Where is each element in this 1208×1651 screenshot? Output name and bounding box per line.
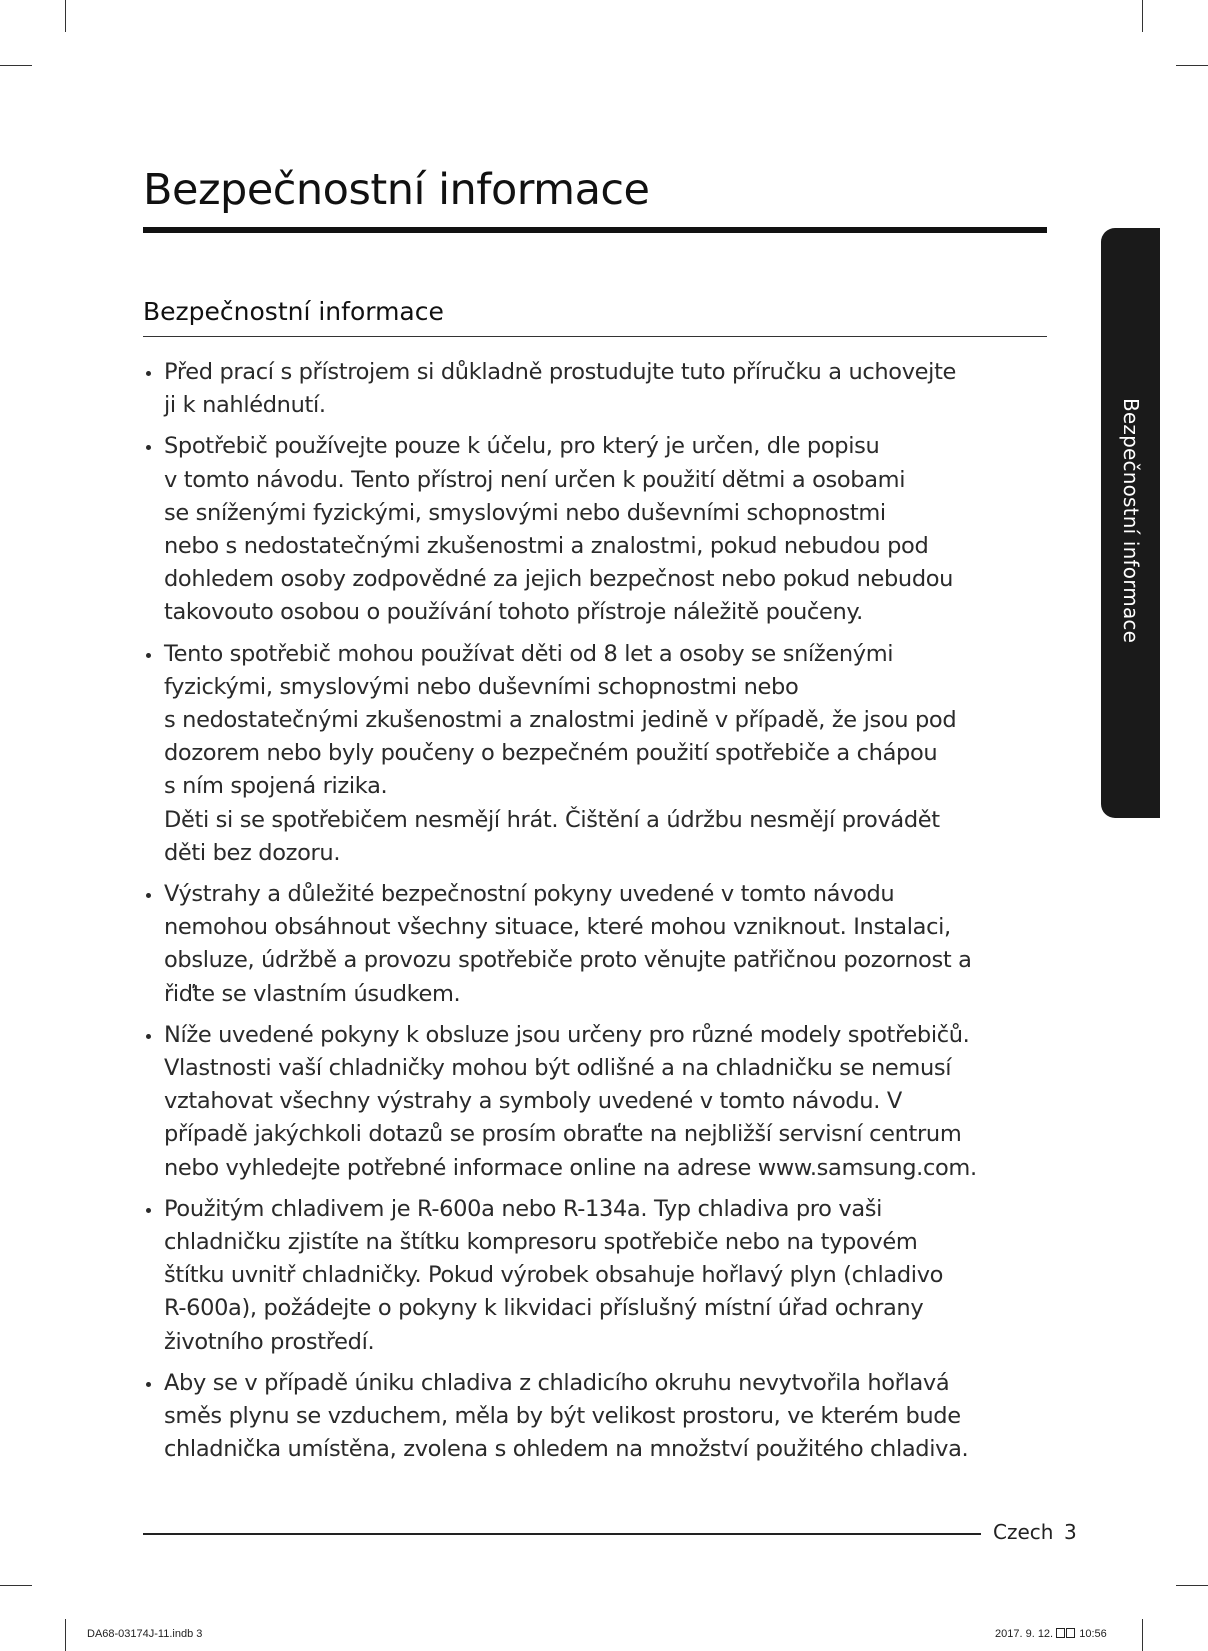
bullet-text-line: obsluze, údržbě a provozu spotřebiče proto věnujte patřičnou pozornost a <box>164 947 972 974</box>
bullet-item <box>143 1367 1048 1467</box>
print-date: 2017. 9. 12. <box>995 1628 1054 1640</box>
bullet-text-line: štítku uvnitř chladničky. Pokud výrobek obsahuje hořlavý plyn (chladivo <box>164 1262 944 1289</box>
crop-mark-bottom-left-v <box>65 1619 66 1651</box>
print-file-info: DA68-03174J-11.indb 3 <box>87 1628 203 1640</box>
footer-rule <box>143 1533 981 1535</box>
bullet-text-line: v tomto návodu. Tento přístroj není určen k použití dětmi a osobami <box>164 466 906 493</box>
bullet-dot-icon <box>146 371 151 376</box>
bullet-dot-icon <box>146 653 151 658</box>
bullet-text-line: děti bez dozoru. <box>164 839 341 866</box>
crop-mark-top-right-v <box>1142 0 1143 32</box>
section-rule <box>143 336 1047 337</box>
bullet-text-line: s nedostatečnými zkušenostmi a znalostmi jedině v případě, že jsou pod <box>164 707 957 734</box>
bullet-text-line: Aby se v případě úniku chladiva z chladicího okruhu nevytvořila hořlavá <box>164 1369 950 1396</box>
bullet-text-line: životního prostředí. <box>164 1328 375 1355</box>
print-date-info <box>995 1628 1107 1640</box>
crop-mark-top-left-v <box>65 0 66 32</box>
crop-mark-bottom-left-h <box>0 1585 32 1586</box>
bullet-text-line: Vlastnosti vaší chladničky mohou být odlišné a na chladničku se nemusí <box>164 1055 952 1082</box>
bullet-text-line: nebo vyhledejte potřebné informace online na adrese www.samsung.com. <box>164 1154 977 1181</box>
bullet-dot-icon <box>146 1034 151 1039</box>
crop-mark-bottom-right-h <box>1176 1585 1208 1586</box>
bullet-text-line: Použitým chladivem je R-600a nebo R-134a. Typ chladiva pro vaši <box>164 1195 883 1222</box>
bullet-text-line: nebo s nedostatečnými zkušenostmi a znalostmi, pokud nebudou pod <box>164 533 929 560</box>
bullet-text-line: s ním spojená rizika. <box>164 773 388 800</box>
section-heading: Bezpečnostní informace <box>143 297 444 326</box>
bullet-text-line: dozorem nebo byly poučeny o bezpečném použití spotřebiče a chápou <box>164 740 938 767</box>
crop-mark-bottom-right-v <box>1142 1619 1143 1651</box>
bullet-item <box>143 878 1048 1011</box>
footer-page-number: 3 <box>1064 1520 1077 1544</box>
bullet-text-line: chladničku zjistíte na štítku kompresoru spotřebiče nebo na typovém <box>164 1229 918 1256</box>
bullet-text-line: Spotřebič používejte pouze k účelu, pro který je určen, dle popisu <box>164 433 880 460</box>
bullet-text-line: případě jakýchkoli dotazů se prosím obraťte na nejbližší servisní centrum <box>164 1121 962 1148</box>
bullet-text-line: takovouto osobou o používání tohoto přístroje náležitě poučeny. <box>164 599 863 626</box>
bullet-text-line: chladnička umístěna, zvolena s ohledem na množství použitého chladiva. <box>164 1436 969 1463</box>
bullet-dot-icon <box>146 445 151 450</box>
page-title: Bezpečnostní informace <box>143 165 650 215</box>
bullet-text-line: se sníženými fyzickými, smyslovými nebo duševními schopnostmi <box>164 499 886 526</box>
footer-language: Czech <box>993 1520 1054 1544</box>
bullet-item <box>143 1019 1048 1185</box>
box-glyph-icon <box>1056 1628 1065 1638</box>
bullet-text-line: fyzickými, smyslovými nebo duševními schopnostmi nebo <box>164 673 799 700</box>
bullet-text-line: R-600a), požádejte o pokyny k likvidaci příslušný místní úřad ochrany <box>164 1295 924 1322</box>
bullet-text-line: Níže uvedené pokyny k obsluze jsou určeny pro různé modely spotřebičů. <box>164 1021 970 1048</box>
print-time: 10:56 <box>1079 1628 1107 1640</box>
bullet-dot-icon <box>146 893 151 898</box>
bullet-text-line: ji k nahlédnutí. <box>164 392 326 419</box>
bullet-text-line: Děti si se spotřebičem nesmějí hrát. Čištění a údržbu nesmějí provádět <box>164 806 940 833</box>
bullet-text-line: Před prací s přístrojem si důkladně prostudujte tuto příručku a uchovejte <box>164 359 957 385</box>
title-rule <box>143 227 1047 233</box>
bullet-dot-icon <box>146 1208 151 1213</box>
bullet-text-line: Výstrahy a důležité bezpečnostní pokyny uvedené v tomto návodu <box>164 881 895 908</box>
bullet-dot-icon <box>146 1382 151 1387</box>
side-tab-label: Bezpečnostní informace <box>1119 398 1143 644</box>
crop-mark-top-left-h <box>0 65 32 66</box>
crop-mark-top-right-h <box>1176 65 1208 66</box>
bullet-item <box>143 638 1048 870</box>
bullet-text-line: směs plynu se vzduchem, měla by být velikost prostoru, ve kterém bude <box>164 1403 961 1430</box>
bullet-text-line: nemohou obsáhnout všechny situace, které mohou vzniknout. Instalaci, <box>164 914 951 941</box>
bullet-item <box>143 1193 1048 1359</box>
bullet-item <box>143 356 1048 422</box>
box-glyph-icon <box>1066 1628 1075 1638</box>
bullet-text-line: vztahovat všechny výstrahy a symboly uvedené v tomto návodu. V <box>164 1088 902 1115</box>
bullet-text-line: Tento spotřebič mohou používat děti od 8 let a osoby se sníženými <box>164 640 894 667</box>
bullet-item <box>143 430 1048 629</box>
bullet-text-line: dohledem osoby zodpovědné za jejich bezpečnost nebo pokud nebudou <box>164 566 954 593</box>
safety-bullet-list <box>143 356 1048 1475</box>
bullet-text-line: řiďte se vlastním úsudkem. <box>164 980 461 1007</box>
